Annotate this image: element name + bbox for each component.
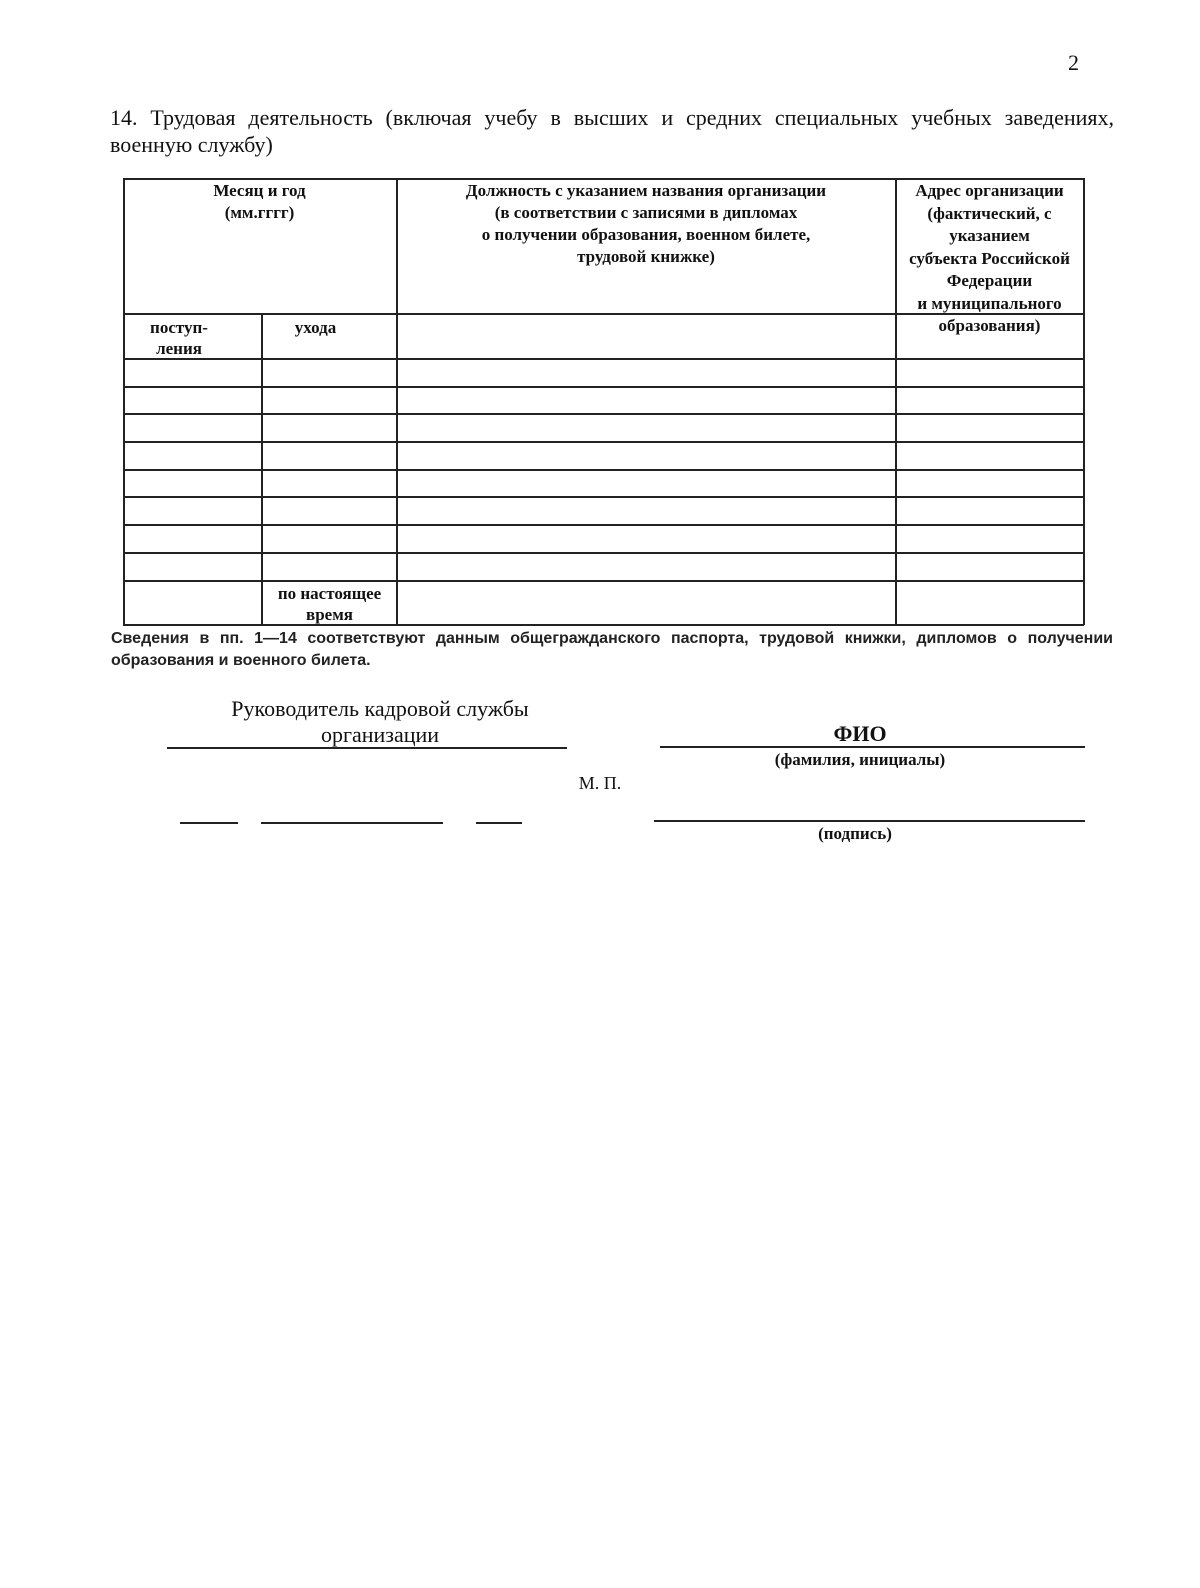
signature-line xyxy=(654,820,1085,822)
last-row-end: по настоящее время xyxy=(277,584,382,624)
subheader-end: ухода xyxy=(294,318,337,337)
certification-note: Сведения в пп. 1—14 соответствуют данным общегражданского паспорта, трудовой книжки, дипломов о получении образования и военного билета. xyxy=(111,630,1113,669)
date-year-line xyxy=(476,822,522,824)
name-caption: (фамилия, инициалы) xyxy=(774,750,946,769)
subheader-start: поступ- ления xyxy=(150,318,208,358)
page-number: 2 xyxy=(1068,50,1079,75)
header-address: Адрес организации (фактический, с указанием субъекта Российской Федерации и муниципального образования) xyxy=(909,181,1070,335)
date-day-line xyxy=(180,822,238,824)
employment-table xyxy=(123,178,1084,625)
signature-caption: (подпись) xyxy=(818,824,892,843)
date-month-line xyxy=(261,822,443,824)
head-title-line1: Руководитель кадровой службы xyxy=(231,696,529,721)
head-title xyxy=(175,696,585,748)
section-title: 14. Трудовая деятельность (включая учебу в высших и средних специальных учебных заведениях, военную службу) xyxy=(110,105,1114,157)
head-title-line2: организации xyxy=(320,722,440,747)
stamp-placeholder: М. П. xyxy=(578,773,622,793)
head-title-underline xyxy=(167,747,567,749)
header-date: Месяц и год (мм.гггг) xyxy=(213,181,306,222)
header-position: Должность с указанием названия организации (в соответствии с записями в дипломах о получении образования, военном билете, трудовой книжке) xyxy=(465,181,827,266)
name-label: ФИО xyxy=(833,721,887,746)
name-line xyxy=(660,746,1085,748)
